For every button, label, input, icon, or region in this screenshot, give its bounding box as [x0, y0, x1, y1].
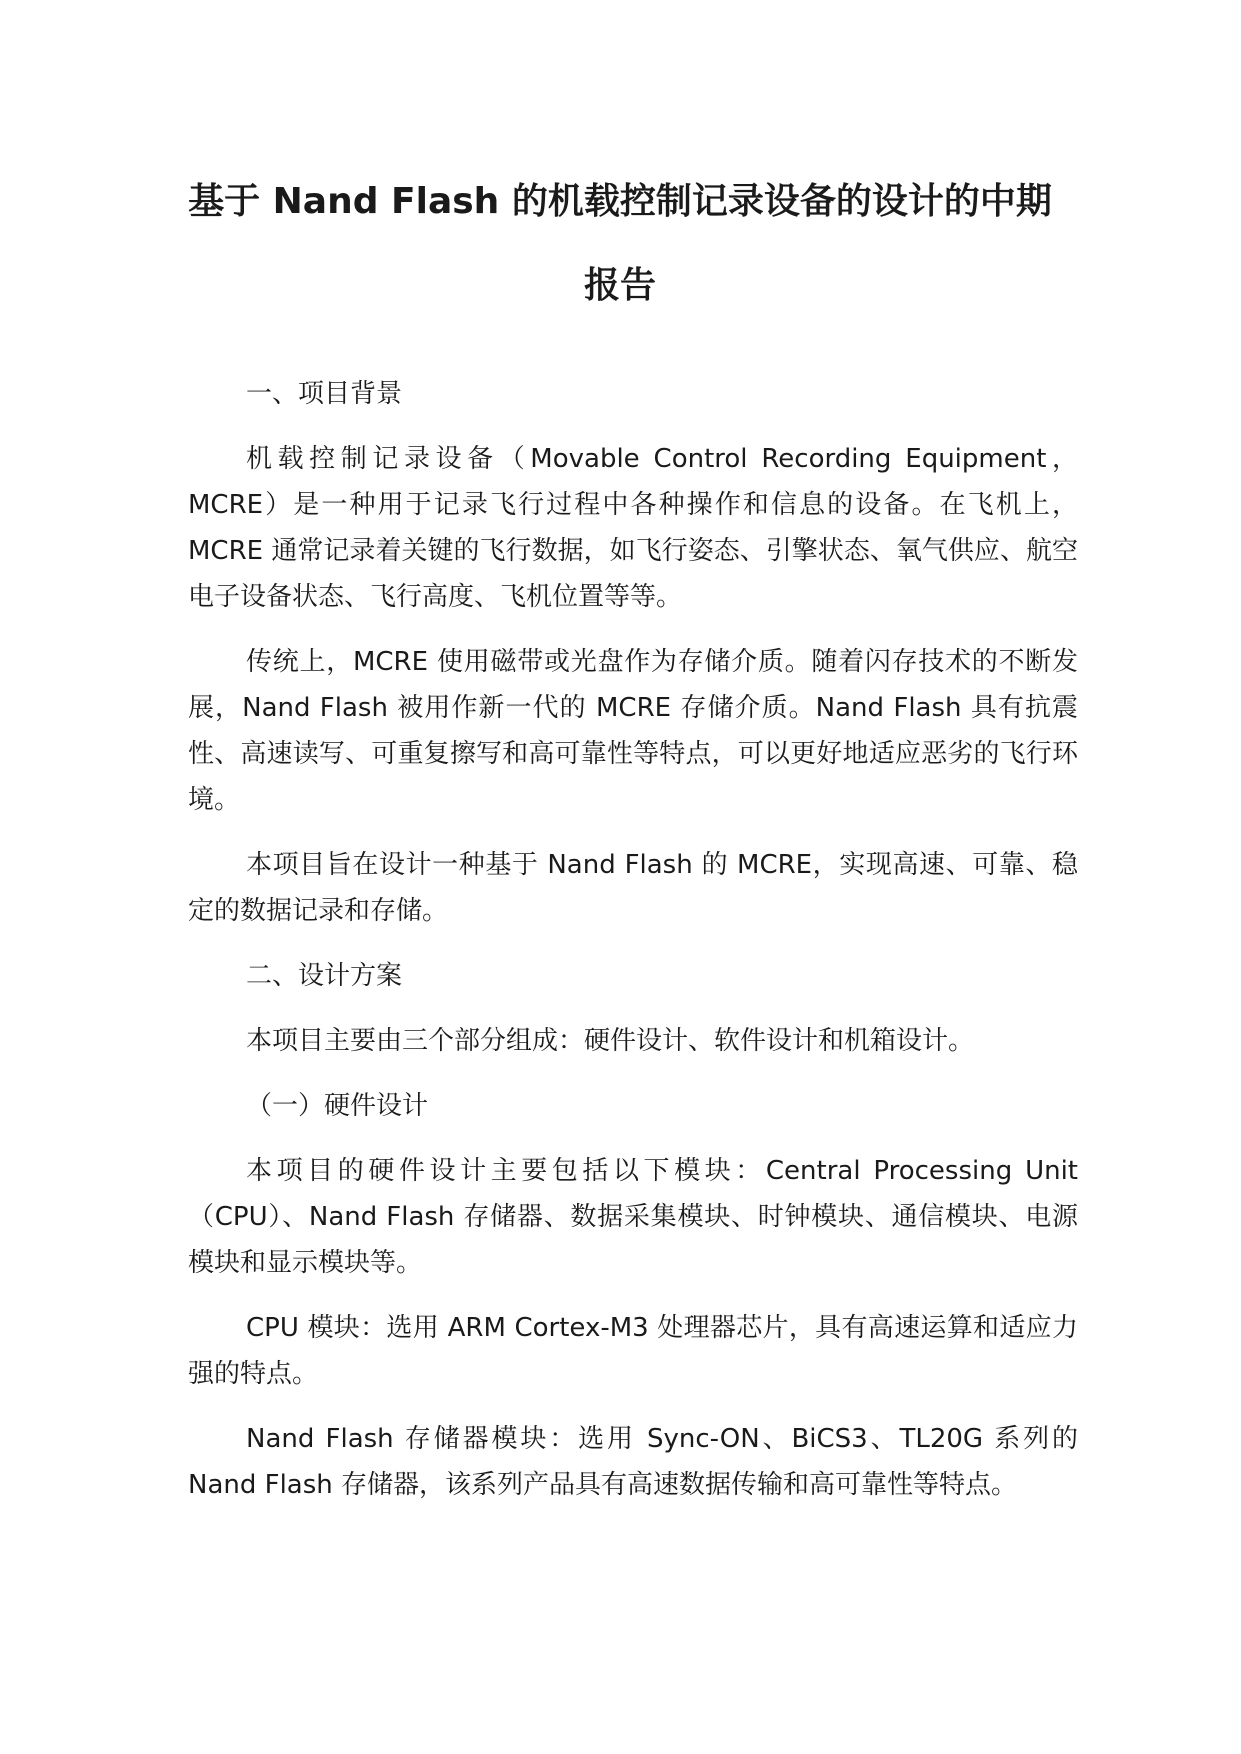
subsection-heading-hardware: （一）硬件设计 [246, 1091, 429, 1121]
section-heading-background: 一、项目背景 [246, 379, 403, 409]
paragraph-cpu-module: CPU 模块：选用 ARM Cortex-M3 处理器芯片，具有高速运算和适应力强的特点。 [188, 1313, 1078, 1389]
paragraph-nand-module: Nand Flash 存储器模块：选用 Sync-ON、BiCS3、TL20G 系列的 Nand Flash 存储器，该系列产品具有高速数据传输和高可靠性等特点。 [188, 1424, 1078, 1500]
paragraph-hardware-modules: 本项目的硬件设计主要包括以下模块：Central Processing Unit（CPU）、Nand Flash 存储器、数据采集模块、时钟模块、通信模块、电源模块和显示模块等。 [188, 1156, 1078, 1278]
paragraph-mcre-intro: 机载控制记录设备（Movable Control Recording Equipment，MCRE）是一种用于记录飞行过程中各种操作和信息的设备。在飞机上，MCRE 通常记录着关键的飞行数据，如飞行姿态、引擎状态、氧气供应、航空电子设备状态、飞行高度、飞机位置等等。 [188, 444, 1078, 612]
paragraph-storage-history: 传统上，MCRE 使用磁带或光盘作为存储介质。随着闪存技术的不断发展，Nand Flash 被用作新一代的 MCRE 存储介质。Nand Flash 具有抗震性、高速读写、可重复擦写和高可靠性等特点，可以更好地适应恶劣的飞行环境。 [188, 647, 1078, 815]
title-line-2: 报告 [583, 265, 656, 306]
document-body [188, 371, 1078, 1527]
paragraph-design-overview: 本项目主要由三个部分组成：硬件设计、软件设计和机箱设计。 [246, 1026, 975, 1056]
title-line-1: 基于 Nand Flash 的机载控制记录设备的设计的中期 [188, 181, 1052, 222]
document-title [150, 160, 1090, 328]
paragraph-project-goal: 本项目旨在设计一种基于 Nand Flash 的 MCRE，实现高速、可靠、稳定的数据记录和存储。 [188, 850, 1078, 926]
section-heading-design: 二、设计方案 [246, 961, 403, 991]
